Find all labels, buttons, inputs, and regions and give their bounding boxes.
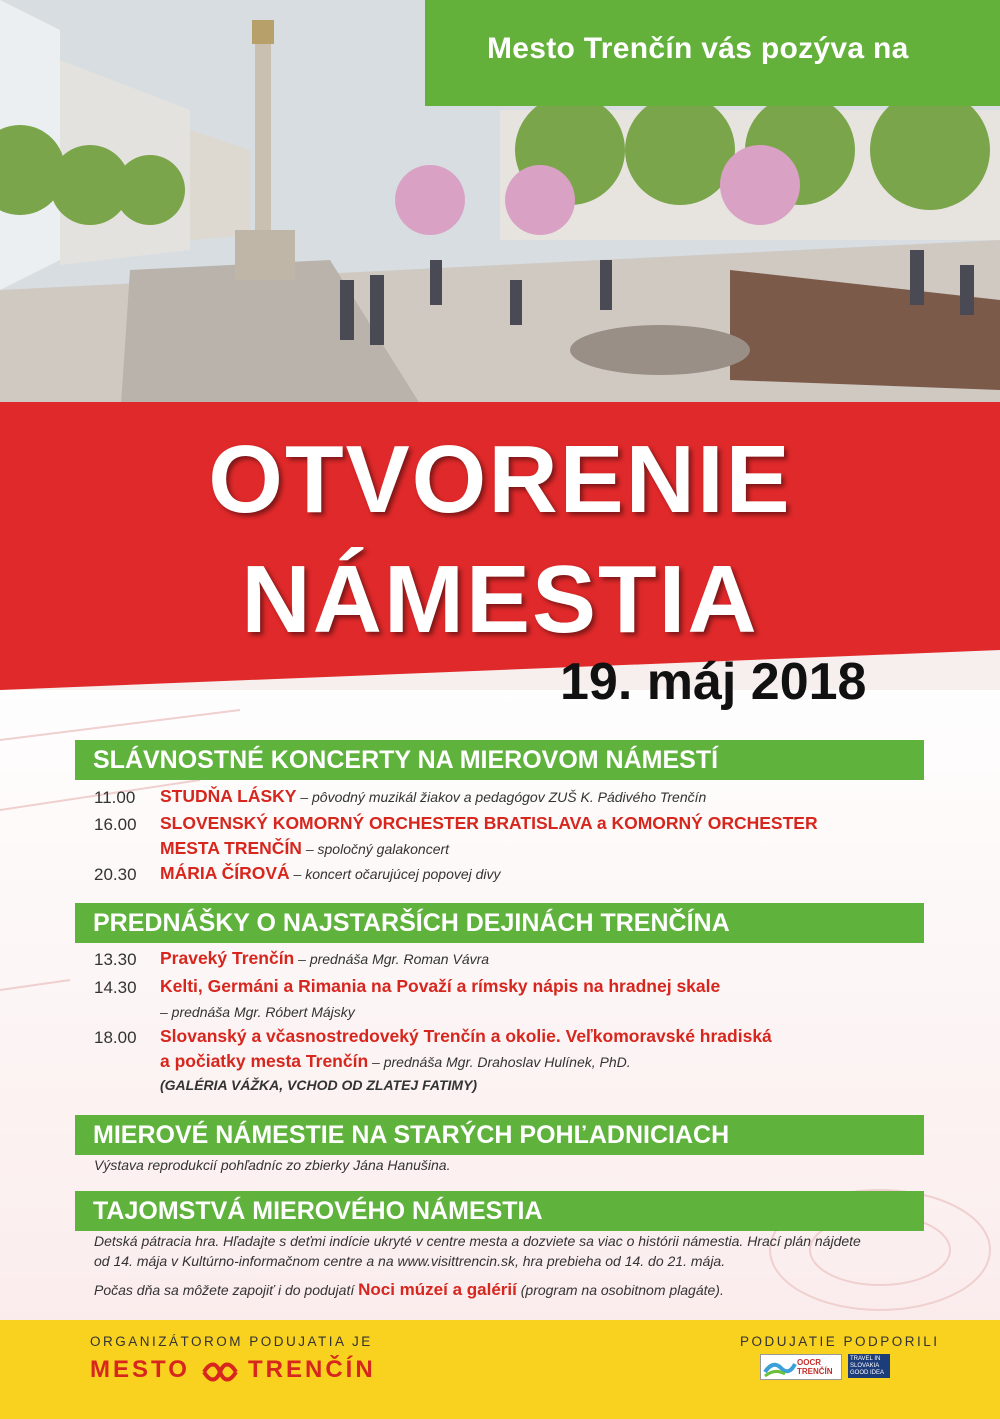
section-heading-mysteries: TAJOMSTVÁ MIEROVÉHO NÁMESTIA	[75, 1191, 924, 1231]
supporters-label: PODUJATIE PODPORILI	[740, 1334, 940, 1349]
section-heading-lectures: PREDNÁŠKY O NAJSTARŠÍCH DEJINÁCH TRENČÍNA	[75, 903, 924, 943]
city-logo-icon	[200, 1360, 240, 1384]
venue-note: (GALÉRIA VÁŽKA, VCHOD OD ZLATEJ FATIMY)	[160, 1077, 478, 1093]
organizer-label: ORGANIZÁTOROM PODUJATIA JE	[90, 1334, 373, 1349]
time-label: 14.30	[94, 978, 137, 997]
title-line-2: NÁMESTIA	[241, 546, 759, 653]
program-item-continued: MESTA TRENČÍN – spoločný galakoncert	[160, 838, 450, 858]
travel-slovakia-logo	[848, 1354, 890, 1378]
section-heading-postcards: MIEROVÉ NÁMESTIE NA STARÝCH POHĽADNICIACH	[75, 1115, 924, 1155]
time-label: 20.30	[94, 865, 137, 884]
program-item: Slovanský a včasnostredoveký Trenčín a okolie. Veľkomoravské hradiská	[160, 1026, 772, 1046]
invitation-text: Mesto Trenčín vás pozýva na	[487, 32, 909, 65]
oocr-logo-icon	[763, 1356, 797, 1378]
time-label: 13.30	[94, 950, 137, 969]
section-heading-concerts: SLÁVNOSTNÉ KONCERTY NA MIEROVOM NÁMESTÍ	[75, 740, 924, 780]
time-label: 18.00	[94, 1028, 137, 1047]
postcards-text: Výstava reprodukcií pohľadníc zo zbierky Jána Hanušina.	[94, 1157, 451, 1173]
oocr-logo-text: OOCR TRENČÍN	[797, 1358, 833, 1376]
mysteries-text-1: Detská pátracia hra. Hľadajte s deťmi indície ukryté v centre mesta a dozviete sa viac o histórii námestia. Hrací plán nájdete	[94, 1233, 861, 1249]
time-label: 11.00	[94, 788, 136, 807]
title-line-1: OTVORENIE	[208, 426, 792, 533]
mysteries-text-2: od 14. mája v Kultúrno-informačnom centre a na www.visittrencin.sk, hra prebieha od 14. do 21. mája.	[94, 1253, 726, 1269]
program-item: Praveký Trenčín – prednáša Mgr. Roman Vávra	[160, 948, 490, 968]
program-item: Kelti, Germáni a Rimania na Považí a rímsky nápis na hradnej skale	[160, 976, 721, 996]
program-item-continued: a počiatky mesta Trenčín – prednáša Mgr. Drahoslav Hulínek, PhD.	[160, 1051, 631, 1071]
program-item: MÁRIA ČÍROVÁ – koncert očarujúcej popovej divy	[160, 863, 501, 883]
organizer-name-word2: TRENČÍN	[248, 1356, 376, 1383]
program-item-speaker: – prednáša Mgr. Róbert Májsky	[160, 1004, 355, 1020]
time-label: 16.00	[94, 815, 137, 834]
program-item: STUDŇA LÁSKY – pôvodný muzikál žiakov a pedagógov ZUŠ K. Pádivého Trenčín	[160, 786, 707, 806]
oocr-logo	[760, 1354, 842, 1380]
travel-slovakia-logo-text: TRAVEL IN SLOVAKIA GOOD IDEA	[850, 1356, 885, 1376]
event-date: 19. máj 2018	[560, 653, 867, 711]
program-item: SLOVENSKÝ KOMORNÝ ORCHESTER BRATISLAVA a KOMORNÝ ORCHESTER	[160, 813, 818, 833]
organizer-name-word1: MESTO	[90, 1356, 190, 1383]
museum-night-text: Počas dňa sa môžete zapojiť i do podujatí Noci múzeí a galérií (program na osobitnom plagáte).	[94, 1280, 724, 1299]
footer	[0, 1320, 1000, 1419]
